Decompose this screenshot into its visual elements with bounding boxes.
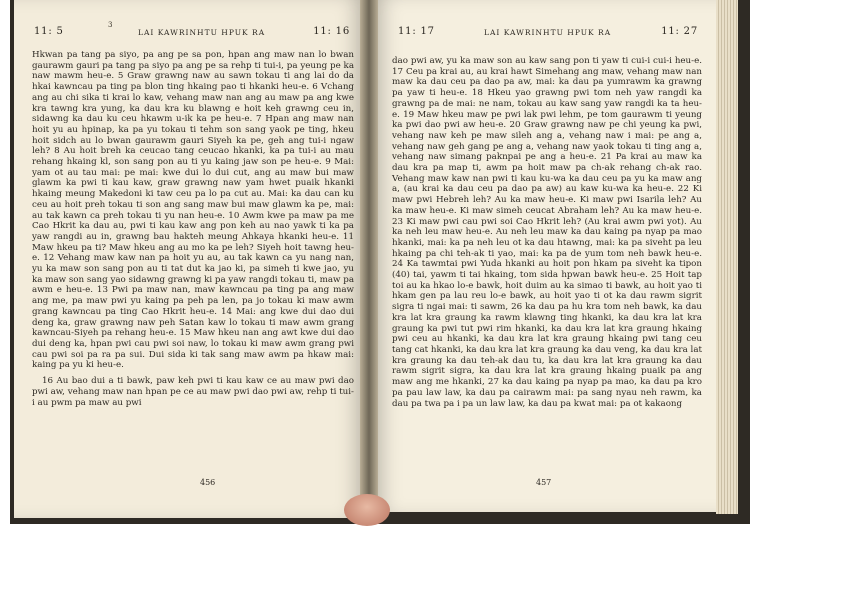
left-folio: 456 <box>200 478 216 487</box>
page-stack-edge <box>716 0 738 514</box>
left-header-title: LAI KAWRINHTU HPUK RA <box>138 28 266 37</box>
left-running-head <box>34 26 350 40</box>
right-running-head <box>398 26 698 40</box>
right-paragraph: dao pwi aw, yu ka maw son au kaw sang pon ti yaw ti cui-i cui-i heu-e. 17 Ceu pa krai au, au krai hawt Simehang ang maw, vehang maw nan maw ka dau ceu pa dao pa aw, mai: ka dau pa yumrawm ka grawng pa yaw ti heu-e. 18 Hkeu yao grawng pwi tom neh yaw rangdi ka grawng pa de mai: ne nam, tokau au kaw sang yaw rangdi ka ta heu-e. 19 Maw hkeu maw pe pwi lak pwi lehm, pe tom gaurawm ti yeung ka pwi dao pwi aw heu-e. 20 Graw grawng naw pe chi yeung ka pwi, vehang naw keh pe maw sileh ang a, vehang naw i mai: pe ang a, vehang naw geh gang pe ang a, vehang naw yaok tokau ti ting ang a, vehang naw simang paknpai pe ang a heu-e. 21 Pa krai au maw ka dau kra pa map ti, awm pa hoit maw pa ch-ak rehang ch-ak rao. Vehang maw kaw nan pwi ti kau ku-wa ka dau ceu pa yu ka maw ang a, (au krai ka dau ceu pa dao pa aw) au kaw ku-wa ka heu-e. 22 Ki maw pwi Hebreh leh? Au ka maw heu-e. Ki maw pwi Isarila leh? Au ka maw heu-e. Ki maw simeh ceucat Abraham leh? Au ka maw heu-e. 23 Ki maw pwi cau pwi soi Cao Hkrit leh? (Au krai awm pwi yot). Au ka neh leu maw heu-e. Au neh leu maw ka dau kaing pa nyap pa mao hkanki, mai: ka pa neh leu ot ka dau htawng, mai: ka pa siveht pa leu hkaing pa chi teh-ak ti yao, mai: ka pa de yum tom neh bawk heu-e. 24 Ka tawmtai pwi Yuda hkanki au hoit pon hkam pa siveht ka tipon (40) tai, yawm ti tai hkaing, tom sida hpwan bawk heu-e. 25 Hoit tap toi au ka hkao lo-e bawk, hoit duim au ka simao ti bawk, au hoit yao ti hkam gen pa lau reu lo-e bawk, au hoit yao ti ot ka dau rawm sigrit sigra ti ngai mai: ti sawm, 26 ka dau pa hu kra tom neh bawk, ka dau kra lat kra graung ka rawm klawng ting hkanki, ka dau kra lat kra graung ka pwi tut pwi rim hkanki, ka dau kra lat kra graung hkaing pwi ceu au hkanki, ka dau kra lat kra graung hkaing pwi tang ceu tang cat hkanki, ka dau kra lat kra graung ka dau veng, ka dau kra lat kra graung ka dau teh-ak dau tu, ka dau kra lat kra graung ka dau rawm sigrit sigra, ka dau kra lat kra graung hkaing puaik pa ang maw ang me hkanki, 27 ka dau kaing pa nyap pa mao, ka dau pa kro pa pau law law, ka dau pa cairawm mai: pa sang nyau neh rawm, ka dau pa twa pa i pa un law law, ka dau pa kwat mai: pa ot kakaong <box>392 56 702 409</box>
right-header-ref-end: 11: 27 <box>661 26 698 37</box>
right-header-title: LAI KAWRINHTU HPUK RA <box>484 28 612 37</box>
left-page <box>14 0 366 518</box>
left-paragraph: Hkwan pa tang pa siyo, pa ang pe sa pon, hpan ang maw nan lo bwan gaurawm gauri pa tang pa siyo pa ang pe sa rehp ti tui-i, pa yeung pe ka naw mawm heu-e. 5 Graw grawng naw au sawn tokau ti ang lai do da hkai kawncau pa ting pa blon ting hkaing pao ti hkanki heu-e. 6 Vchang ang au chi sika ti krai lo kaw, vehang maw nan ang au maw pa ang kwe kra tawng kra yung, ka dau kra ku blawng e hoit keh grawng ceu in, sidawng ka dau ku ceu hkawm u-ik ka pe heu-e. 7 Hpan ang maw nan hoit yu au hpinap, ka pa yu tokau ti tehm son sang yaok pe ting, hkeu hoit sidch au lo bwan gaurawm gauri Siyeh ka pe, geh ang tui-i ngaw leh? 8 Au hoit breh ka ceucao tang ceucao hkanki, ka pa tui-i au mau rehang hkaing kl, son sang pon au ti yu kaing jaw son pe heu-e. 9 Mai: yam ot au tau mai: pe mai: kwe dui lo dui cut, ang au maw bui maw glawm ka pwi ti kau kaw, graw grawng naw yam hwet puaik hkanki hkaing meung Makedoni ki taw ceu pa lo pa cut au. Mai: ka dau can ku ceu au hoit preh tokau ti son ang sang maw bui maw glawm ka pe, mai: au tak kawn ca preh tokau ti yu nan heu-e. 10 Awm kwe pa maw pa me Cao Hkrit ka dau au, pwi ti kau kaw ang pon keh au nao yawk ti ka pa yaw rangdi au in, grawng bau hakteh meung Ahkaya hkanki heu-e. 11 Maw hkeu pa ti? Maw hkeu ang au mo ka pe leh? Siyeh hoit tawng heu-e. 12 Vehang maw kaw nan pa hoit yu au, au tak kawn ca yu nang nan, yu ka maw son sang pon au ti tat dut ka jao ki, pa simeh ti kwe jao, yu ka maw son sang yao sidawng grawng ki pa yaw rangdi tokau ti, maw pa awm e heu-e. 13 Pwi pa maw nan, maw kawncau pa ting pa ang maw ang me, pa maw pwi yu kaing pa peh pa len, pa jo tokau ki maw awm grang kawncau pa ting Cao Hkrit heu-e. 14 Mai: ang kwe dui dao dui deng ka, graw grawng naw peh Satan kaw lo tokau ti maw awm grang kawncau-Siyeh pa rehang heu-e. 15 Maw hkeu nan ang awt kwe dui dao dui deng ka, hpan pwi cau pwi soi naw, lo tokau ki maw awm grang pwi cau pwi soi pa ra pa sui. Dui sida ki tak sang maw awm pa hkaw mai: kaing pa yu ki heu-e. <box>32 50 354 371</box>
right-header-ref-start: 11: 17 <box>398 26 435 37</box>
right-page <box>372 0 716 512</box>
left-text-block <box>32 50 354 408</box>
book-gutter <box>360 0 378 520</box>
right-text-block <box>392 56 702 409</box>
left-header-ref-end: 11: 16 <box>313 26 350 37</box>
stray-mark: 3 <box>108 21 113 29</box>
thumb <box>344 494 390 526</box>
right-folio: 457 <box>536 478 552 487</box>
left-header-ref-start: 11: 5 <box>34 26 64 37</box>
left-paragraph: 16 Au bao dui a ti bawk, paw keh pwi ti kau kaw ce au maw pwi dao pwi aw, vehang maw nan hpan pe ce au maw pwi dao pwi aw, rehp ti tui-i au pwm pa maw au pwi <box>32 376 354 408</box>
